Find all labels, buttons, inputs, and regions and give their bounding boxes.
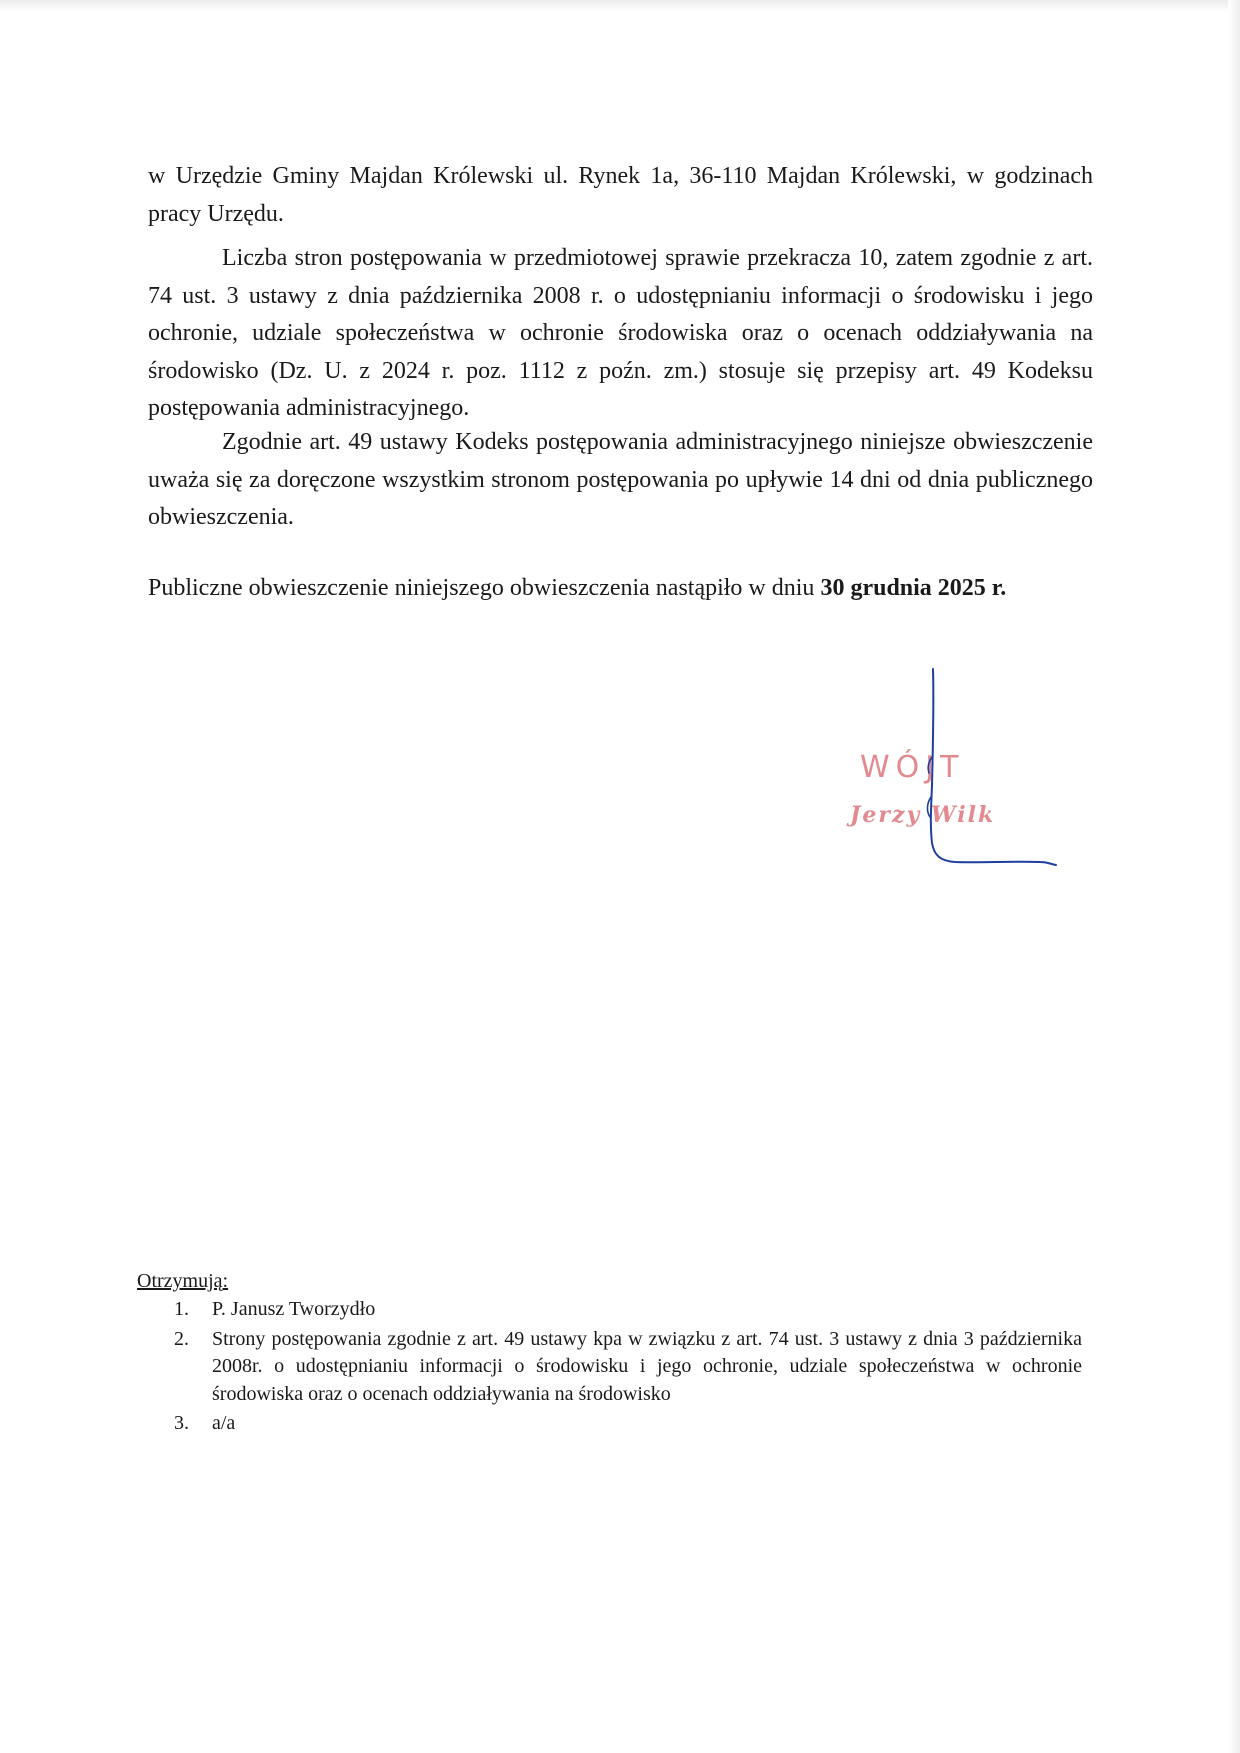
publication-date-text: Publiczne obwieszczenie niniejszego obwieszczenia nastąpiło w dniu xyxy=(148,575,815,601)
list-item-text: P. Janusz Tworzydło xyxy=(212,1298,376,1320)
publication-date-value: 30 grudnia 2025 r. xyxy=(820,575,1007,601)
list-item-number: 3. xyxy=(174,1412,189,1434)
stamp-title: WÓJT xyxy=(860,750,965,785)
paragraph-office-location: w Urzędzie Gminy Majdan Królewski ul. Rynek 1a, 36-110 Majdan Królewski, w godzinach pracy Urzędu. xyxy=(148,163,1093,227)
recipients-title: Otrzymują: xyxy=(137,1270,229,1292)
list-item xyxy=(137,1296,1082,1324)
list-item-text: Strony postępowania zgodnie z art. 49 ustawy kpa w związku z art. 74 ust. 3 ustawy z dnia 3 października 2008r. o udostępnianiu informacji o środowisku i jego ochronie, udziale społeczeństwa w ochronie środowiska oraz o ocenach oddziaływania na środowisko xyxy=(212,1327,1082,1405)
paragraph-parties-count: Liczba stron postępowania w przedmiotowej sprawie przekracza 10, zatem zgodnie z art. 74 ust. 3 ustawy z dnia października 2008 r. o udostępnianiu informacji o środowisku i jego ochronie, udziale społeczeństwa w ochronie środowiska oraz o ocenach oddziaływania na środowisko (Dz. U. z 2024 r. poz. 1112 z poźn. zm.) stosuje się przepisy art. 49 Kodeksu postępowania administracyjnego. xyxy=(148,245,1093,421)
list-item-text: a/a xyxy=(212,1412,236,1434)
paragraph-delivery-rule: Zgodnie art. 49 ustawy Kodeks postępowania administracyjnego niniejsze obwieszczenie uważa się za doręczone wszystkim stronom postępowania po upływie 14 dni od dnia publicznego obwieszczenia. xyxy=(148,429,1093,530)
stamp-name: Jerzy Wilk xyxy=(850,802,996,828)
paragraph-publication-date xyxy=(148,570,1006,608)
list-item-number: 1. xyxy=(174,1298,189,1320)
handwritten-signature-icon xyxy=(900,665,1060,875)
recipients-list xyxy=(137,1296,1082,1440)
list-item-number: 2. xyxy=(174,1327,189,1350)
list-item xyxy=(137,1326,1082,1409)
list-item xyxy=(137,1410,1082,1438)
